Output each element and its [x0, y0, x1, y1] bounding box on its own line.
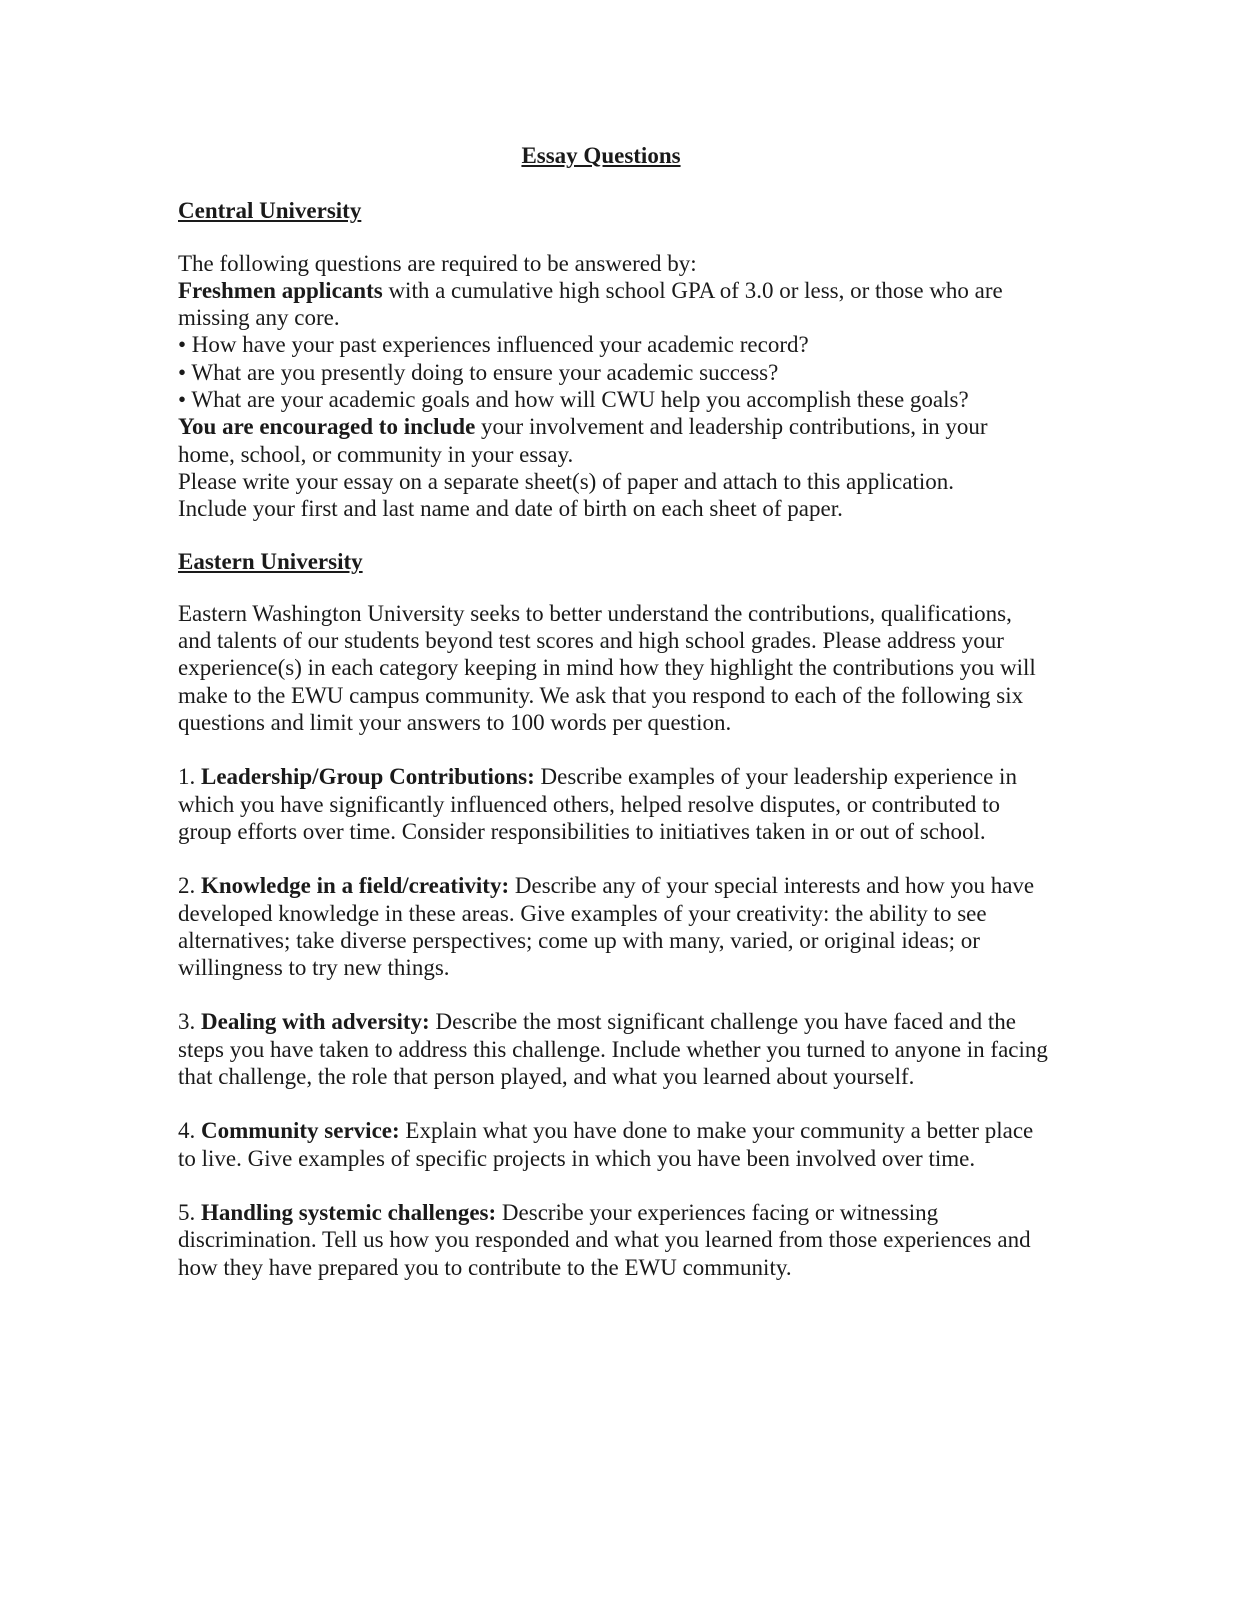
central-instruction: Please write your essay on a separate sheet(s) of paper and attach to this application.: [178, 468, 954, 494]
question-label: Leadership/Group Contributions:: [201, 764, 535, 790]
eastern-intro: Eastern Washington University seeks to better understand the contributions, qualifications, and talents of our students beyond test scores and high school grades. Please address your experience(s) in each category keeping in mind how they highlight the contributions you will make to the EWU campus community. We ask that you respond to each of the following six questions and limit your answers to 100 words per question.: [178, 600, 1036, 736]
central-encouraged-paragraph: [178, 413, 1048, 468]
freshmen-applicants-label: Freshmen applicants: [178, 277, 383, 303]
question-text: Describe examples of your leadership experience in which you have significantly influenced others, helped resolve disputes, or contributed to group efforts over time. Consider responsibilities to initiatives taken in or out of school.: [178, 764, 1017, 844]
eastern-university-heading: Eastern University: [178, 548, 363, 574]
central-freshmen-paragraph: [178, 277, 1048, 332]
question-number: 1.: [178, 764, 201, 790]
central-instruction: Include your first and last name and date of birth on each sheet of paper.: [178, 496, 843, 522]
central-bullet: • How have your past experiences influenced your academic record?: [178, 332, 809, 358]
eastern-university-section: [178, 548, 1048, 1281]
question-number: 3.: [178, 1009, 201, 1035]
central-university-heading: Central University: [178, 198, 362, 224]
question-number: 2.: [178, 873, 201, 899]
eastern-question: [178, 1199, 1048, 1281]
question-label: Community service:: [201, 1118, 400, 1144]
question-text: Describe your experiences facing or witnessing discrimination. Tell us how you responded and what you learned from those experiences and how they have prepared you to contribute to the EWU community.: [178, 1199, 1031, 1280]
central-university-section: [178, 197, 1048, 522]
central-bullet: • What are you presently doing to ensure your academic success?: [178, 359, 779, 385]
eastern-question: [178, 872, 1048, 981]
page-title: Essay Questions: [521, 143, 681, 168]
freshmen-applicants-text: with a cumulative high school GPA of 3.0 or less, or those who are missing any core.: [178, 277, 1003, 331]
document-page: [178, 142, 1048, 1281]
encouraged-label: You are encouraged to include: [178, 414, 476, 440]
eastern-question: [178, 1008, 1048, 1090]
question-text: Describe any of your special interests and how you have developed knowledge in these areas. Give examples of your creativity: the ability to see alternatives; take diverse perspectives; come up with many, varied, or original ideas; or willingness to try new things.: [178, 873, 1035, 981]
central-bullet: • What are your academic goals and how will CWU help you accomplish these goals?: [178, 387, 969, 413]
question-label: Handling systemic challenges:: [201, 1199, 497, 1225]
eastern-question: [178, 1117, 1048, 1172]
question-text: Describe the most significant challenge you have faced and the steps you have taken to address this challenge. Include whether you turned to anyone in facing that challenge, the role that person played, and what you learned about yourself.: [178, 1009, 1048, 1090]
encouraged-text: your involvement and leadership contributions, in your home, school, or community in your essay.: [178, 414, 988, 467]
eastern-question: [178, 763, 1048, 845]
question-label: Dealing with adversity:: [201, 1009, 430, 1035]
question-number: 4.: [178, 1118, 201, 1144]
central-intro: The following questions are required to be answered by:: [178, 250, 697, 276]
question-label: Knowledge in a field/creativity:: [201, 873, 510, 899]
question-text: Explain what you have done to make your community a better place to live. Give examples of specific projects in which you have been involved over time.: [178, 1118, 1034, 1171]
question-number: 5.: [178, 1199, 201, 1225]
